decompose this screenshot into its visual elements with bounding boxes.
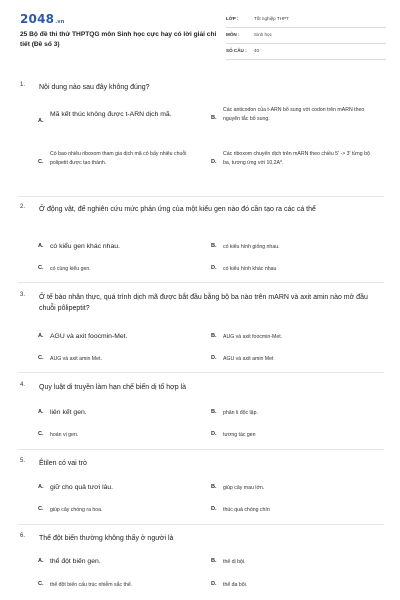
question-number: 5.	[20, 458, 26, 464]
question-stem	[18, 458, 384, 469]
option-d[interactable]	[211, 581, 381, 590]
option-letter: C.	[38, 159, 44, 165]
option-text: AGU và axit foocmin-Met.	[50, 333, 128, 340]
option-a[interactable]	[38, 557, 208, 567]
option-letter: B.	[211, 333, 217, 339]
option-text: thể dị bội.	[223, 559, 246, 565]
option-a[interactable]	[38, 483, 208, 493]
question-number: 1.	[20, 82, 26, 88]
option-text: Có bao nhiêu riboxom tham gia dịch mã có bấy nhiêu chuỗi polipetit được tạo thành.	[50, 151, 187, 166]
option-c[interactable]	[38, 265, 208, 274]
option-text: AGU và axit amin Met	[223, 356, 274, 362]
option-letter: A.	[38, 333, 44, 339]
option-text: AUG và axit amin Met.	[50, 356, 102, 362]
option-b[interactable]	[211, 106, 381, 123]
question-text: Nội dung nào sau đây không đúng?	[39, 84, 150, 91]
question-2	[18, 204, 384, 272]
question-1	[18, 82, 384, 166]
meta-count-label: SỐ CÂU :	[226, 48, 247, 53]
document-title: 25 Bộ đề thi thử THPTQG môn Sinh học cực hay có lời giải chi tiết (Đề số 3)	[20, 31, 217, 48]
option-text: liên kết gen.	[50, 409, 87, 416]
question-text: Ở động vật, để nghiên cứu mức phản ứng của một kiểu gen nào đó cần tạo ra các cá thể	[39, 206, 316, 213]
option-c[interactable]	[38, 355, 208, 364]
option-letter: A.	[38, 558, 44, 564]
option-text: thể đột biến cấu trúc nhiễm sắc thể.	[50, 582, 133, 588]
option-letter: C.	[38, 265, 44, 271]
question-number: 2.	[20, 204, 26, 210]
site-logo[interactable]	[20, 12, 65, 26]
question-4	[18, 382, 384, 438]
option-a[interactable]	[38, 242, 208, 252]
option-letter: A.	[38, 243, 44, 249]
option-letter: B.	[211, 558, 217, 564]
option-letter: D.	[211, 506, 217, 512]
document-meta	[226, 15, 386, 63]
option-d[interactable]	[211, 506, 381, 515]
option-text: giữ cho quả tươi lâu.	[50, 484, 114, 491]
question-stem	[18, 204, 384, 215]
question-text: Quy luật di truyền làm hạn chế biến dị tổ hợp là	[39, 384, 187, 391]
option-letter: C.	[38, 355, 44, 361]
meta-subject-value: Sinh học	[254, 32, 272, 37]
option-text: AUG và axit foocmin-Met.	[223, 334, 283, 340]
option-letter: B.	[211, 243, 217, 249]
divider	[18, 196, 384, 197]
option-letter: C.	[38, 431, 44, 437]
meta-question-count	[226, 47, 386, 60]
option-text: thể đột biến gen.	[50, 558, 101, 565]
divider	[18, 282, 384, 283]
meta-count-value: 40	[254, 48, 260, 53]
option-letter: B.	[211, 409, 217, 415]
option-text: hoán vị gen.	[50, 432, 79, 438]
option-c[interactable]	[38, 506, 208, 515]
option-text: tương tác gen	[223, 432, 256, 438]
option-text: thúc quả chóng chín	[223, 507, 270, 513]
option-text: giúp cây mau lớn.	[223, 485, 265, 491]
logo-main: 2048	[20, 12, 55, 26]
option-text: Các riboxom chuyển dịch trên mARN theo chiều 5' -> 3' từng bộ ba, tương ứng với 10,2A⁰.	[223, 151, 370, 166]
option-letter: A.	[38, 118, 44, 124]
option-text: thể đa bội.	[223, 582, 248, 588]
option-text: có kiểu gen khác nhau.	[50, 243, 120, 250]
option-letter: A.	[38, 484, 44, 490]
question-number: 4.	[20, 382, 26, 388]
question-3	[18, 292, 384, 362]
question-6	[18, 533, 384, 588]
option-d[interactable]	[211, 265, 381, 274]
option-text: có kiểu hình giống nhau.	[223, 244, 280, 250]
question-text: Ở tế bào nhân thực, quá trình dịch mã được bắt đầu bằng bộ ba nào trên mARN và axit amin nào mở đầu chuỗi pôlipeptit?	[39, 294, 368, 312]
option-b[interactable]	[211, 484, 381, 493]
divider	[18, 524, 384, 525]
question-text: Êtilen có vai trò	[39, 460, 87, 467]
option-text: Các anticodon của t-ARN bổ sung với codon trên mARN theo nguyên tắc bổ sung.	[223, 107, 365, 122]
meta-class-label: LỚP :	[226, 16, 239, 21]
question-stem	[18, 533, 384, 544]
option-letter: D.	[211, 159, 217, 165]
option-letter: D.	[211, 265, 217, 271]
question-stem	[18, 292, 384, 314]
option-letter: C.	[38, 581, 44, 587]
question-number: 6.	[20, 533, 26, 539]
divider	[18, 449, 384, 450]
option-d[interactable]	[211, 355, 381, 364]
option-a[interactable]	[38, 408, 208, 418]
option-a[interactable]	[38, 332, 208, 342]
option-text: phân li độc lập.	[223, 410, 258, 416]
option-letter: B.	[211, 115, 217, 121]
question-number: 3.	[20, 292, 26, 298]
option-b[interactable]	[211, 243, 381, 252]
option-c[interactable]	[38, 150, 208, 167]
meta-class	[226, 15, 386, 28]
option-letter: B.	[211, 484, 217, 490]
option-b[interactable]	[211, 409, 381, 418]
option-letter: D.	[211, 581, 217, 587]
option-text: Mã kết thúc không được t-ARN dịch mã.	[50, 111, 172, 118]
logo-suffix: .vn	[55, 19, 65, 25]
option-text: có cùng kiểu gen.	[50, 266, 91, 272]
option-letter: A.	[38, 409, 44, 415]
page-header	[0, 0, 400, 62]
question-stem	[18, 82, 384, 93]
option-letter: D.	[211, 355, 217, 361]
question-stem	[18, 382, 384, 393]
option-text: giúp cây chóng ra hoa.	[50, 507, 103, 513]
meta-class-value: Tốt nghiệp THPT	[254, 16, 289, 21]
option-text: có kiểu hình khác nhau	[223, 266, 277, 272]
option-c[interactable]	[38, 431, 208, 440]
meta-subject	[226, 31, 386, 44]
divider	[18, 372, 384, 373]
option-a[interactable]	[38, 110, 208, 124]
option-letter: D.	[211, 431, 217, 437]
option-d[interactable]	[211, 150, 381, 167]
option-d[interactable]	[211, 431, 381, 440]
question-5	[18, 458, 384, 513]
option-letter: C.	[38, 506, 44, 512]
option-c[interactable]	[38, 581, 208, 590]
option-b[interactable]	[211, 333, 381, 342]
option-b[interactable]	[211, 558, 381, 567]
question-text: Thể đột biến thường không thấy ở người là	[39, 535, 174, 542]
meta-subject-label: MÔN :	[226, 32, 240, 37]
